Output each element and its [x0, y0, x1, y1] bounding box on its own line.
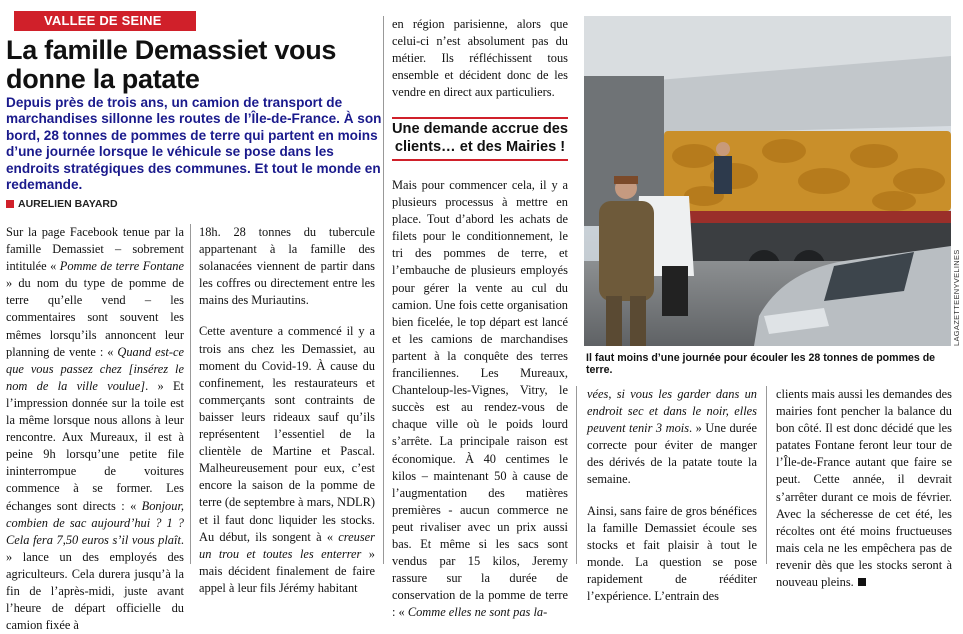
paragraph: clients mais aussi les demandes des mairies font pencher la balance du bon côté. Il est donc décidé que les patates Fontane feront leur tour de l’Île-de-France autant que faire se peut. Cette année, il devrait s’arrêter durant ce mois de février. Avec la sécheresse de cet été, les récoltes ont été moins fructueuses mais cela ne les empêchera pas de revenir dès que les stocks seront à nouveau pleins. — [776, 387, 952, 590]
byline-marker — [6, 200, 14, 208]
photo-illustration — [584, 16, 951, 346]
end-of-article-mark — [858, 578, 866, 586]
article-photo — [584, 16, 951, 346]
author-name: AURELIEN BAYARD — [18, 198, 118, 210]
column-rule — [576, 386, 577, 564]
paragraph: Cette aventure a commencé il y a trois ans chez les Demassiet, au moment du Covid-19. À cause du confinement, les restaurateurs et commerçants sont contraints de baisser leurs rideaux sauf qu’ils représentent l’essentiel de la clientèle de Martine et Pascal. Malheureusement pour eux, c’est encore la saison de la pomme de terre (de septembre à mars, NDLR) et il faut donc liquider les stocks. Au début, ils songent à « creuser un trou et toutes les enterrer » mais décident finalement de faire appel à leur fils Jérémy habitant — [199, 324, 375, 595]
photo-credit-text: LAGAZETTEENYVELINES — [952, 249, 961, 346]
paragraph: Ainsi, sans faire de gros bénéfices la famille Demassiet écoule ses stocks et fait plaisir à tout le monde. La question se pose rapidement de rééditer l’expérience. L’entrain des — [587, 503, 757, 604]
section-tag: VALLEE DE SEINE — [14, 11, 196, 31]
subheading: Une demande accrue des clients… et des Mairies ! — [392, 117, 568, 161]
body-column-3 — [392, 177, 568, 621]
paragraph: vées, si vous les garder dans un endroit sec et dans le noir, elles peuvent tenir 3 mois. » Une durée correcte pour éviter de manger des dérivés de la patate toute la semaine. — [587, 387, 758, 487]
body-column-5 — [776, 386, 952, 591]
photo-caption: Il faut moins d’une journée pour écouler les 28 tonnes de pommes de terre. — [586, 352, 936, 376]
photo-credit — [952, 16, 962, 346]
paragraph: Mais pour commencer cela, il y a plusieurs processus à mettre en place. Tout d’abord les achats de filets pour le conditionnement, le tri des pommes de terre, et l’embauche de plusieurs employés pour gérer la vente au cul du camion. Une fois cette organisation bien ficelée, le top départ est lancé et les camions de marchandises partent à la conquête des terres franciliennes. Les Mureaux, Chanteloup-les-Vignes, Vitry, le succès est au rendez-vous de chaque ville où le poids lourd s’arrête. La principale raison est économique. À 40 centimes le kilos – maintenant 50 à cause de l’augmentation des matières premières - aucun commerce ne peut rivaliser avec un prix aussi bas. Et même si les sacs sont vendus par 15 kilos, Jeremy rassure sur la durée de conservation de la pomme de terre : « Comme elles ne sont pas la- — [392, 178, 568, 620]
paragraph: Sur la page Facebook tenue par la famille Demassiet – sobrement intitulée « Pomme de terre Fontane » du nom du type de pomme de terre qu’elle vend – les commentaires sont souvent les mêmes lorsqu’ils annoncent leur planning de vente : « Quand est-ce que vous passez chez [insérez le nom de la ville voulue]. » Et l’impression donnée sur la toile est la même lorsque nous allons à leur rencontre. Aux Mureaux, il est à peine 9h lorsqu’une petite file ininterrompue de voitures commence à se former. Les échanges sont directs : « Bonjour, combien de sac aujourd’hui ? 1 ? Cela fera 7,50 euros s’il vous plaît. » lance un des employés des agriculteurs. Cela durera jusqu’à la fin de l’après-midi, juste avant l’heure de départ officielle du camion fixée à — [6, 225, 185, 633]
article-lead: Depuis près de trois ans, un camion de transport de marchandises sillonne les routes de l’Île-de-France. À son bord, 28 tonnes de pommes de terre qui partent en moins d’une journée lorsque le véhicule se pose dans les endroits stratégiques des communes. Et tout le monde en redemande. — [6, 95, 382, 193]
byline — [6, 198, 118, 210]
column-rule — [766, 386, 767, 564]
article-title: La famille Demassiet vous donne la patate — [6, 35, 337, 94]
body-column-3-top — [392, 16, 568, 101]
body-column-2 — [199, 224, 375, 597]
paragraph: 18h. 28 tonnes du tubercule appartenant à la famille des solanacées viennent de partir dans les coffres ou directement entre les mains des Muriautins. — [199, 225, 375, 308]
column-rule — [383, 16, 384, 564]
column-rule — [190, 224, 191, 564]
body-column-1 — [6, 224, 184, 634]
body-column-4 — [587, 386, 757, 605]
paragraph: en région parisienne, alors que celui-ci n’est absolument pas du métier. Ils réfléchissent tous ensemble et décident donc de les vendre en direct aux particuliers. — [392, 17, 568, 100]
